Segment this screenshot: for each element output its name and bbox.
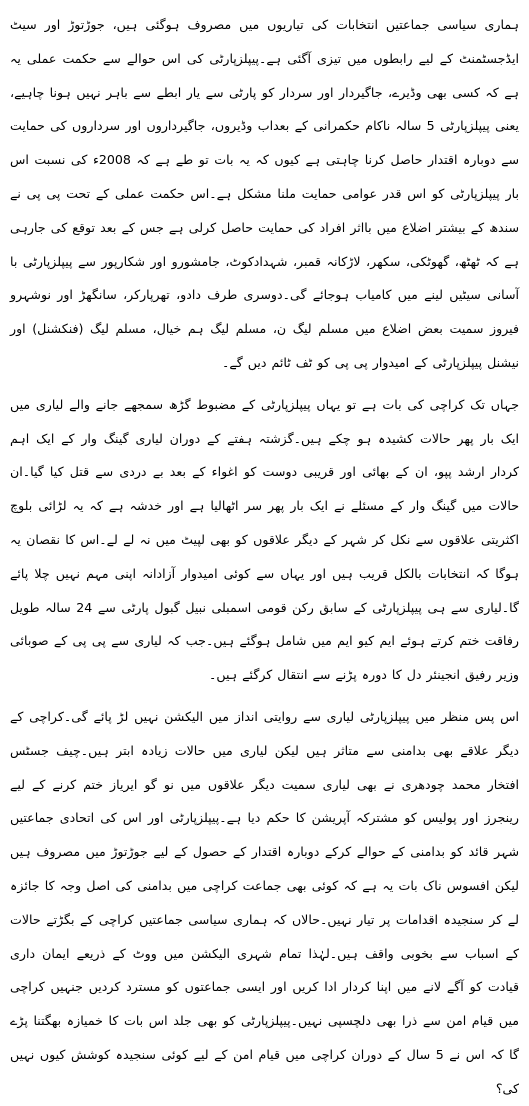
- article-paragraph-3: اس پس منظر میں پیپلزپارٹی لیاری سے روایتی انداز میں الیکشن نہیں لڑ پائے گی۔کراچی کے دیگر علاقے بھی بدامنی سے متاثر ہیں لیکن لیاری میں حالات زیادہ ابتر ہیں۔چیف جسٹس افتخار محمد چودھری نے بھی لیاری سمیت دیگر علاقوں میں نو گو ایریاز ختم کرنے کے لیے رینجرز اور پولیس کو مشترکہ آپریشن کا حکم دیا ہے۔پیپلزپارٹی اور اس کی اتحادی جماعتیں شہر قائد کو بدامنی کے حوالے کرکے دوبارہ اقتدار کے حصول کے لیے جوڑتوڑ میں مصروف ہیں لیکن افسوس ناک بات یہ ہے کہ کوئی بھی جماعت کراچی میں بدامنی کی اصل وجہ کا جائزہ لے کر سنجیدہ اقدامات پر تیار نہیں۔حالاں کہ ہماری سیاسی جماعتیں کراچی کے بگڑتے حالات کے اسباب سے بخوبی واقف ہیں۔لہٰذا تمام شہری الیکشن میں ووٹ کے ذریعے ایمان داری قیادت کو آگے لانے میں اپنا کردار ادا کریں اور ایسی جماعتوں کو مسترد کردیں جنہیں کراچی میں قیام امن سے ذرا بھی دلچسپی نہیں۔پیپلزپارٹی کو بھی جلد اس بات کا خمیازہ بھگتنا پڑے گا کہ اس نے 5 سال کے دوران کراچی میں قیام امن کے لیے کوئی سنجیدہ کوشش کیوں نہیں کی؟: [10, 708, 519, 1096]
- article-paragraph-1: ہماری سیاسی جماعتیں انتخابات کی تیاریوں میں مصروف ہوگئی ہیں، جوڑتوڑ اور سیٹ ایڈجسٹمنٹ کے لیے رابطوں میں تیزی آگئی ہے۔پیپلزپارٹی کی اس حوالے سے حکمت عملی یہ ہے کہ کسی بھی وڈیرے، جاگیردار اور سردار کو پارٹی سے یار ابطے سے باہر نہیں ہونا چاہیے، یعنی پیپلزپارٹی 5 سالہ ناکام حکمرانی کے بعداب وڈیروں، جاگیرداروں اور سرداروں کی حمایت سے دوبارہ اقتدار حاصل کرنا چاہتی ہے کیوں کہ یہ بات تو طے ہے کہ 2008ء کی نسبت اس بار پیپلزپارٹی کو اس قدر عوامی حمایت ملنا مشکل ہے۔اس حکمت عملی کے تحت پی پی نے سندھ کے بیشتر اضلاع میں بااثر افراد کی حمایت حاصل کرلی ہے جس کے بعد توقع کی جارہی ہے کہ ٹھٹھ، گھوٹکی، سکھر، لاڑکانہ قمبر، شہدادکوٹ، جامشورو اور شکارپور سے پیپلزپارٹی با آسانی سیٹیں لینے میں کامیاب ہوجائے گی۔دوسری طرف دادو، تھرپارکر، سانگھڑ اور نوشہرو فیروز سمیت بعض اضلاع میں مسلم لیگ ن، مسلم لیگ ہم خیال، مسلم لیگ (فنکشنل) اور نیشنل پیپلزپارٹی کے امیدوار پی پی کو ٹف ٹائم دیں گے۔: [10, 17, 520, 370]
- article-paragraph-2: جہاں تک کراچی کی بات ہے تو یہاں پیپلزپارٹی کے مضبوط گڑھ سمجھے جانے والے لیاری میں ایک بار پھر حالات کشیدہ ہو چکے ہیں۔گزشتہ ہفتے کے دوران لیاری گینگ وار کے ایک اہم کردار ارشد پپو، ان کے بھائی اور قریبی دوست کو اغواء کے بعد بے دردی سے قتل کیا گیا۔ان حالات میں گینگ وار کے مسئلے نے ایک بار پھر سر اٹھالیا ہے اور خدشہ ہے کہ یہ لڑائی بلوچ اکثریتی علاقوں سے نکل کر شہر کے دیگر علاقوں کو بھی لپیٹ میں نہ لے لے۔اس کا نقصان یہ ہوگا کہ انتخابات بالکل قریب ہیں اور یہاں سے کوئی امیدوار آزادانہ اپنی مہم نہیں چلا پائے گا۔لیاری سے ہی پیپلزپارٹی کے سابق رکن قومی اسمبلی نبیل گبول پارٹی سے 24 سالہ طویل رفاقت ختم کرتے ہوئے ایم کیو ایم میں شامل ہوگئے ہیں۔جب کہ لیاری سے پی پی کے صوبائی وزیر رفیق انجینئر دل کا دورہ پڑنے سے انتقال کرگئے ہیں۔: [10, 396, 519, 683]
